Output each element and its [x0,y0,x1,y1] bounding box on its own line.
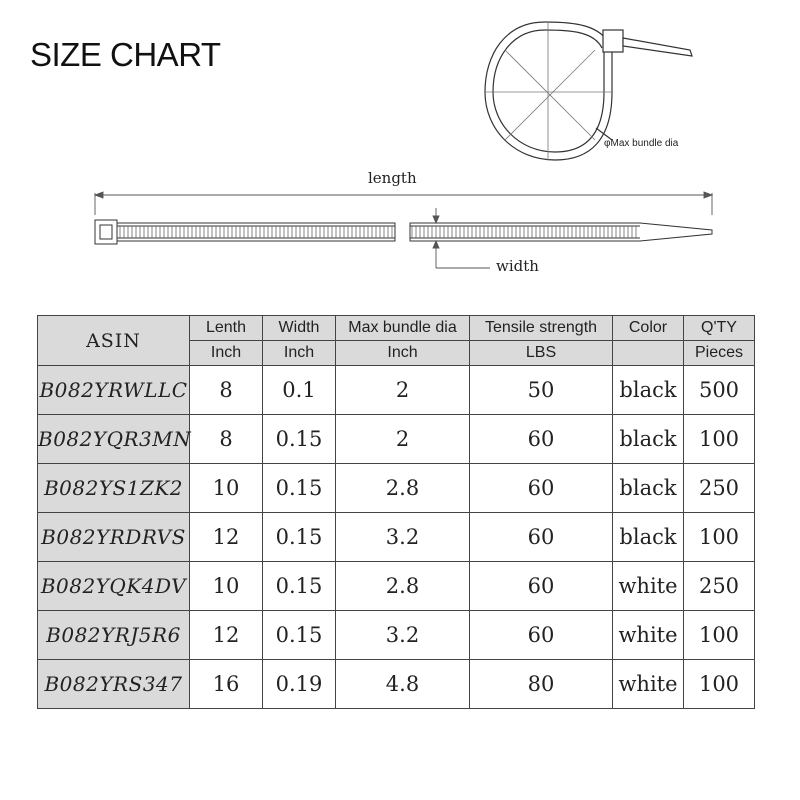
max-bundle-cell: 2 [336,366,470,415]
max-bundle-cell: 3.2 [336,611,470,660]
length-label: length [368,169,417,187]
width-cell: 0.15 [263,562,336,611]
tensile-header: Tensile strength [470,316,613,341]
asin-header: ASIN [38,316,190,366]
size-table [37,315,755,709]
color-cell: black [613,415,684,464]
flat-cable-tie-illustration [95,220,712,244]
length-header: Lenth [190,316,263,341]
width-cell: 0.19 [263,660,336,709]
max-bundle-cell: 4.8 [336,660,470,709]
max-bundle-header: Max bundle dia [336,316,470,341]
qty-cell: 100 [684,513,755,562]
length-cell: 8 [190,366,263,415]
color-unit [613,341,684,366]
tensile-cell: 50 [470,366,613,415]
tensile-cell: 60 [470,513,613,562]
color-cell: black [613,464,684,513]
length-cell: 10 [190,562,263,611]
qty-header: Q'TY [684,316,755,341]
color-cell: black [613,513,684,562]
tensile-cell: 60 [470,415,613,464]
color-header: Color [613,316,684,341]
width-cell: 0.1 [263,366,336,415]
color-cell: white [613,611,684,660]
asin-cell: B082YRS347 [38,660,190,709]
tensile-unit: LBS [470,341,613,366]
asin-cell: B082YRJ5R6 [38,611,190,660]
length-cell: 16 [190,660,263,709]
width-cell: 0.15 [263,513,336,562]
asin-cell: B082YQR3MN [38,415,190,464]
page-title: SIZE CHART [30,36,221,73]
length-cell: 8 [190,415,263,464]
width-header: Width [263,316,336,341]
asin-cell: B082YRDRVS [38,513,190,562]
max-bundle-cell: 2.8 [336,464,470,513]
color-cell: white [613,660,684,709]
length-dimension [95,192,712,215]
asin-cell: B082YS1ZK2 [38,464,190,513]
length-unit: Inch [190,341,263,366]
table-row [38,366,755,415]
table-row [38,611,755,660]
length-cell: 12 [190,513,263,562]
cable-tie-diagram [0,0,800,300]
tensile-cell: 60 [470,464,613,513]
length-cell: 10 [190,464,263,513]
max-bundle-cell: 2.8 [336,562,470,611]
table-row [38,513,755,562]
table-row [38,562,755,611]
color-cell: white [613,562,684,611]
max-bundle-cell: 2 [336,415,470,464]
max-bundle-unit: Inch [336,341,470,366]
qty-cell: 100 [684,660,755,709]
asin-cell: B082YQK4DV [38,562,190,611]
asin-cell: B082YRWLLC [38,366,190,415]
width-cell: 0.15 [263,464,336,513]
header-row [38,316,755,341]
table-row [38,660,755,709]
qty-cell: 100 [684,611,755,660]
tensile-cell: 80 [470,660,613,709]
width-cell: 0.15 [263,415,336,464]
length-cell: 12 [190,611,263,660]
qty-cell: 250 [684,562,755,611]
qty-cell: 100 [684,415,755,464]
width-cell: 0.15 [263,611,336,660]
max-bundle-dia-label: φMax bundle dia [604,138,679,149]
qty-cell: 500 [684,366,755,415]
width-unit: Inch [263,341,336,366]
qty-unit: Pieces [684,341,755,366]
max-bundle-cell: 3.2 [336,513,470,562]
tensile-cell: 60 [470,611,613,660]
color-cell: black [613,366,684,415]
table-row [38,464,755,513]
tensile-cell: 60 [470,562,613,611]
table-row [38,415,755,464]
qty-cell: 250 [684,464,755,513]
width-label: width [496,257,539,275]
